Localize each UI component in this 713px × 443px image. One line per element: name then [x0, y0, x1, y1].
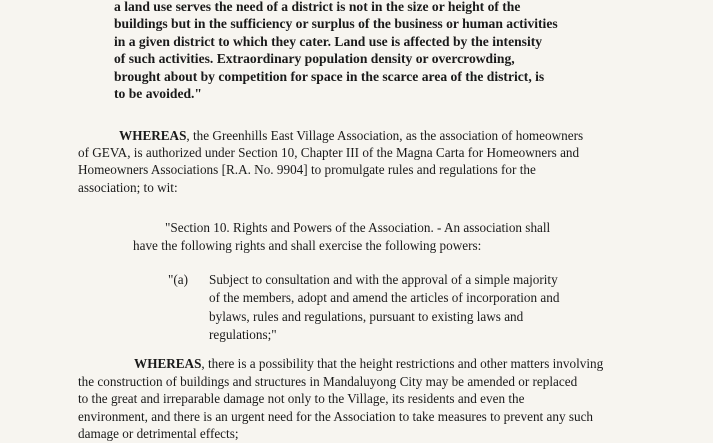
whereas-paragraph-height-restrictions — [78, 355, 603, 443]
text-line: association; to wit: — [78, 179, 178, 195]
text-line: "Section 10. Rights and Powers of the Association. - An association shall — [165, 220, 551, 235]
quoted-land-use-paragraph — [114, 0, 558, 102]
text-line: of the members, adopt and amend the articles of incorporation and — [209, 290, 560, 306]
text-line: damage or detrimental effects; — [78, 426, 239, 442]
text-line: to be avoided." — [114, 86, 202, 102]
text-line: bylaws, rules and regulations, pursuant to existing laws and — [209, 308, 524, 324]
item-a-text — [209, 271, 559, 345]
item-a-marker: "(a) — [168, 272, 189, 287]
text-line — [78, 127, 583, 144]
text-line: Subject to consultation and with the approval of a simple majority — [209, 272, 558, 287]
text-run: , there is a possibility that the height restrictions and other matters involving — [201, 356, 604, 371]
quoted-section-10 — [133, 219, 550, 255]
text-line: have the following rights and shall exercise the following powers: — [133, 238, 482, 253]
text-line: of GEVA, is authorized under Section 10, Chapter III of the Magna Carta for Homeowners and — [78, 145, 580, 161]
text-line: buildings but in the sufficiency or surplus of the business or human activities — [114, 16, 558, 32]
text-line — [78, 355, 603, 373]
text-line: of such activities. Extraordinary population density or overcrowding, — [114, 51, 515, 67]
text-line: a land use serves the need of a district is not in the size or height of the — [114, 0, 521, 14]
whereas-paragraph-authority — [78, 127, 583, 196]
text-line: the construction of buildings and structures in Mandaluyong City may be amended or replaced — [78, 373, 578, 389]
text-line: brought about by competition for space in the scarce area of the district, is — [114, 68, 545, 84]
text-run: , the Greenhills East Village Association, as the association of homeowners — [186, 128, 584, 143]
text-line: regulations;" — [209, 327, 277, 343]
whereas-lead: WHEREAS — [134, 356, 202, 371]
text-line: in a given district to which they cater. Land use is affected by the intensity — [114, 33, 543, 49]
text-line: Homeowners Associations [R.A. No. 9904] to promulgate rules and regulations for the — [78, 162, 536, 178]
text-line: environment, and there is an urgent need for the Association to take measures to prevent any such — [78, 408, 594, 424]
text-line: to the great and irreparable damage not only to the Village, its residents and even the — [78, 391, 525, 407]
whereas-lead: WHEREAS — [119, 128, 187, 143]
